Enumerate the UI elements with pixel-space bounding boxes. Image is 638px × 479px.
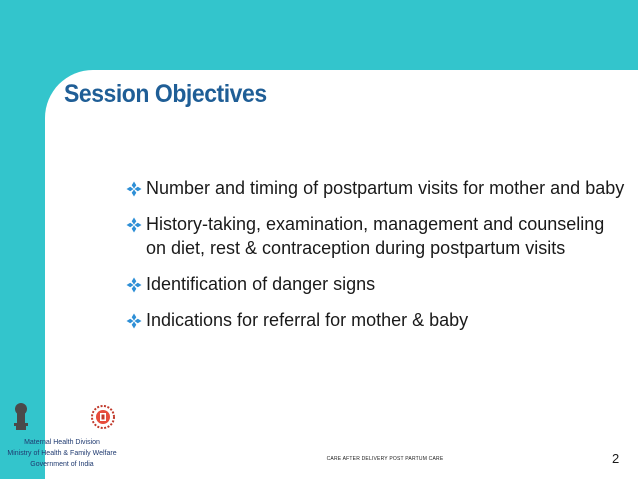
objective-text: Indications for referral for mother & baby [146,310,469,330]
four-diamond-bullet-icon [126,313,142,329]
objective-item [126,212,626,260]
four-diamond-bullet-icon [126,181,142,197]
objective-item [126,308,626,332]
organization-line-government: Government of India [30,461,94,468]
organization-line-division: Maternal Health Division [24,439,100,446]
objective-text: History-taking, examination, management and counseling on diet, rest & contraception during postpartum visits [146,214,605,258]
objective-item [126,272,626,296]
slide-title: Session Objectives [64,80,267,108]
four-diamond-bullet-icon [126,217,142,233]
nrhm-logo-icon [86,404,120,430]
objectives-list [126,176,626,344]
four-diamond-bullet-icon [126,277,142,293]
objective-text: Identification of danger signs [146,274,376,294]
footer-caption: CARE AFTER DELIVERY POST PARTUM CARE [326,456,444,462]
objective-text: Number and timing of postpartum visits for mother and baby [146,178,625,198]
objective-item [126,176,626,200]
organization-credit [0,437,124,470]
organization-line-ministry: Ministry of Health & Family Welfare [7,450,117,457]
page-number: 2 [612,451,620,466]
national-emblem-icon [10,402,32,432]
